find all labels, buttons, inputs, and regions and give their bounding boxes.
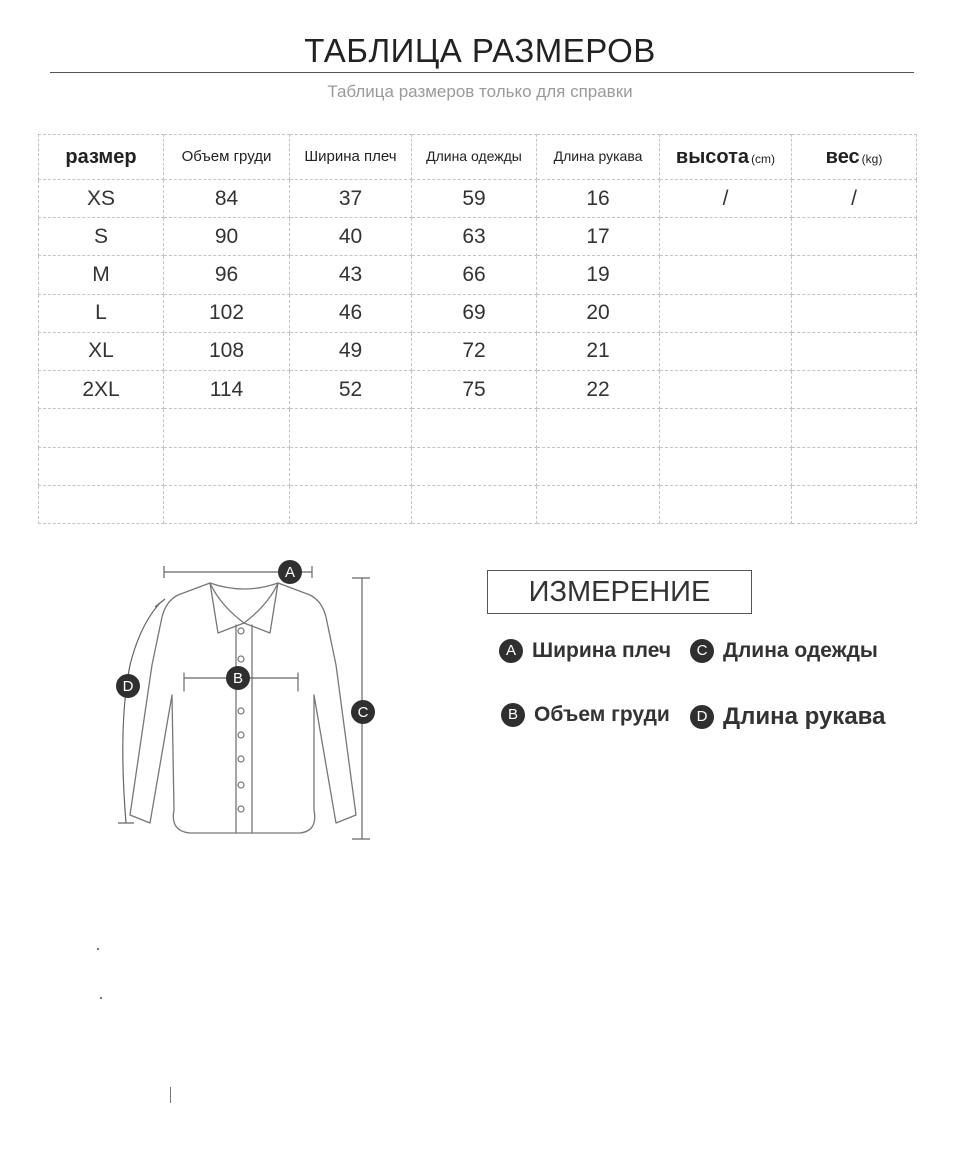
cell-sleeve: 17 (537, 218, 660, 256)
cell-size: XL (39, 332, 164, 370)
legend-item-length (690, 639, 878, 663)
cell-height (660, 218, 792, 256)
cell-sleeve: 19 (537, 256, 660, 294)
cell-weight (792, 332, 917, 370)
shirt-button (238, 806, 244, 812)
cell-size: S (39, 218, 164, 256)
cell-shoulder (290, 485, 412, 523)
cell-weight (792, 485, 917, 523)
table-row (39, 409, 917, 447)
cell-sleeve: 22 (537, 371, 660, 409)
cell-shoulder: 52 (290, 371, 412, 409)
cell-weight (792, 371, 917, 409)
shirt-button (238, 656, 244, 662)
cell-length: 59 (412, 180, 537, 218)
table-row (39, 447, 917, 485)
column-header-chest: Объем груди (164, 135, 290, 180)
cell-shoulder (290, 447, 412, 485)
column-header-weight: вес (kg) (792, 135, 917, 180)
cell-chest: 90 (164, 218, 290, 256)
marker-a-label: A (284, 564, 296, 581)
marker-d-label: D (122, 678, 134, 695)
cell-weight (792, 256, 917, 294)
column-header-height: высота (cm) (660, 135, 792, 180)
shirt-button (238, 628, 244, 634)
cell-size (39, 409, 164, 447)
table-row (39, 332, 917, 370)
table-row (39, 294, 917, 332)
table-header-row (39, 135, 917, 180)
badge-c-icon: C (690, 639, 714, 663)
table-row (39, 218, 917, 256)
table-row (39, 256, 917, 294)
column-header-shoulder: Ширина плеч (290, 135, 412, 180)
cell-length: 75 (412, 371, 537, 409)
shirt-collar (210, 583, 278, 633)
badge-a-icon: A (499, 639, 523, 663)
cell-shoulder: 37 (290, 180, 412, 218)
legend-label-shoulder: Ширина плеч (532, 639, 672, 662)
cell-shoulder: 43 (290, 256, 412, 294)
stray-dot (97, 948, 99, 950)
cell-height (660, 485, 792, 523)
table-row (39, 180, 917, 218)
table-row (39, 485, 917, 523)
cell-size: 2XL (39, 371, 164, 409)
cell-height (660, 447, 792, 485)
cell-chest: 102 (164, 294, 290, 332)
cell-shoulder (290, 409, 412, 447)
cell-length (412, 485, 537, 523)
column-header-length: Длина одежды (412, 135, 537, 180)
cell-chest (164, 485, 290, 523)
measurement-title: ИЗМЕРЕНИЕ (487, 570, 752, 614)
badge-b-icon: B (501, 703, 525, 727)
cell-chest (164, 447, 290, 485)
stray-mark (170, 1087, 171, 1103)
cell-length (412, 409, 537, 447)
measure-line-d (123, 603, 160, 823)
cell-sleeve: 21 (537, 332, 660, 370)
legend-item-shoulder (499, 639, 671, 663)
shirt-button (238, 782, 244, 788)
cell-sleeve (537, 485, 660, 523)
column-header-size: размер (39, 135, 164, 180)
legend-item-chest (501, 703, 670, 727)
shirt-button (238, 708, 244, 714)
title-divider (50, 72, 914, 73)
cell-chest (164, 409, 290, 447)
cell-height: / (660, 180, 792, 218)
cell-weight: / (792, 180, 917, 218)
legend-label-sleeve: Длина рукава (723, 703, 886, 730)
cell-weight (792, 218, 917, 256)
shirt-outline (130, 583, 356, 833)
column-header-sleeve: Длина рукава (537, 135, 660, 180)
cell-shoulder: 49 (290, 332, 412, 370)
cell-chest: 84 (164, 180, 290, 218)
cell-length: 63 (412, 218, 537, 256)
shirt-button (238, 756, 244, 762)
legend-item-sleeve (690, 703, 885, 731)
cell-chest: 96 (164, 256, 290, 294)
page-subtitle: Таблица размеров только для справки (327, 82, 633, 101)
stray-dot (100, 997, 102, 999)
marker-b-label: B (232, 670, 244, 687)
size-table (38, 134, 917, 524)
cell-size: XS (39, 180, 164, 218)
cell-height (660, 332, 792, 370)
cell-height (660, 294, 792, 332)
cell-height (660, 256, 792, 294)
cell-length: 72 (412, 332, 537, 370)
cell-sleeve: 16 (537, 180, 660, 218)
cell-length: 69 (412, 294, 537, 332)
shirt-measurement-diagram (100, 555, 390, 855)
cell-shoulder: 40 (290, 218, 412, 256)
marker-c-label: C (357, 704, 369, 721)
cell-size: M (39, 256, 164, 294)
cell-size (39, 485, 164, 523)
legend-label-length: Длина одежды (723, 639, 878, 662)
cell-weight (792, 294, 917, 332)
cell-length (412, 447, 537, 485)
cell-weight (792, 409, 917, 447)
cell-chest: 114 (164, 371, 290, 409)
cell-weight (792, 447, 917, 485)
page-title: ТАБЛИЦА РАЗМЕРОВ (304, 32, 656, 69)
legend-label-chest: Объем груди (534, 703, 670, 726)
cell-sleeve: 20 (537, 294, 660, 332)
cell-sleeve (537, 447, 660, 485)
cell-sleeve (537, 409, 660, 447)
table-row (39, 371, 917, 409)
cell-size (39, 447, 164, 485)
cell-height (660, 371, 792, 409)
cell-shoulder: 46 (290, 294, 412, 332)
cell-chest: 108 (164, 332, 290, 370)
shirt-button (238, 732, 244, 738)
cell-height (660, 409, 792, 447)
cell-length: 66 (412, 256, 537, 294)
cell-size: L (39, 294, 164, 332)
badge-d-icon: D (690, 705, 714, 729)
